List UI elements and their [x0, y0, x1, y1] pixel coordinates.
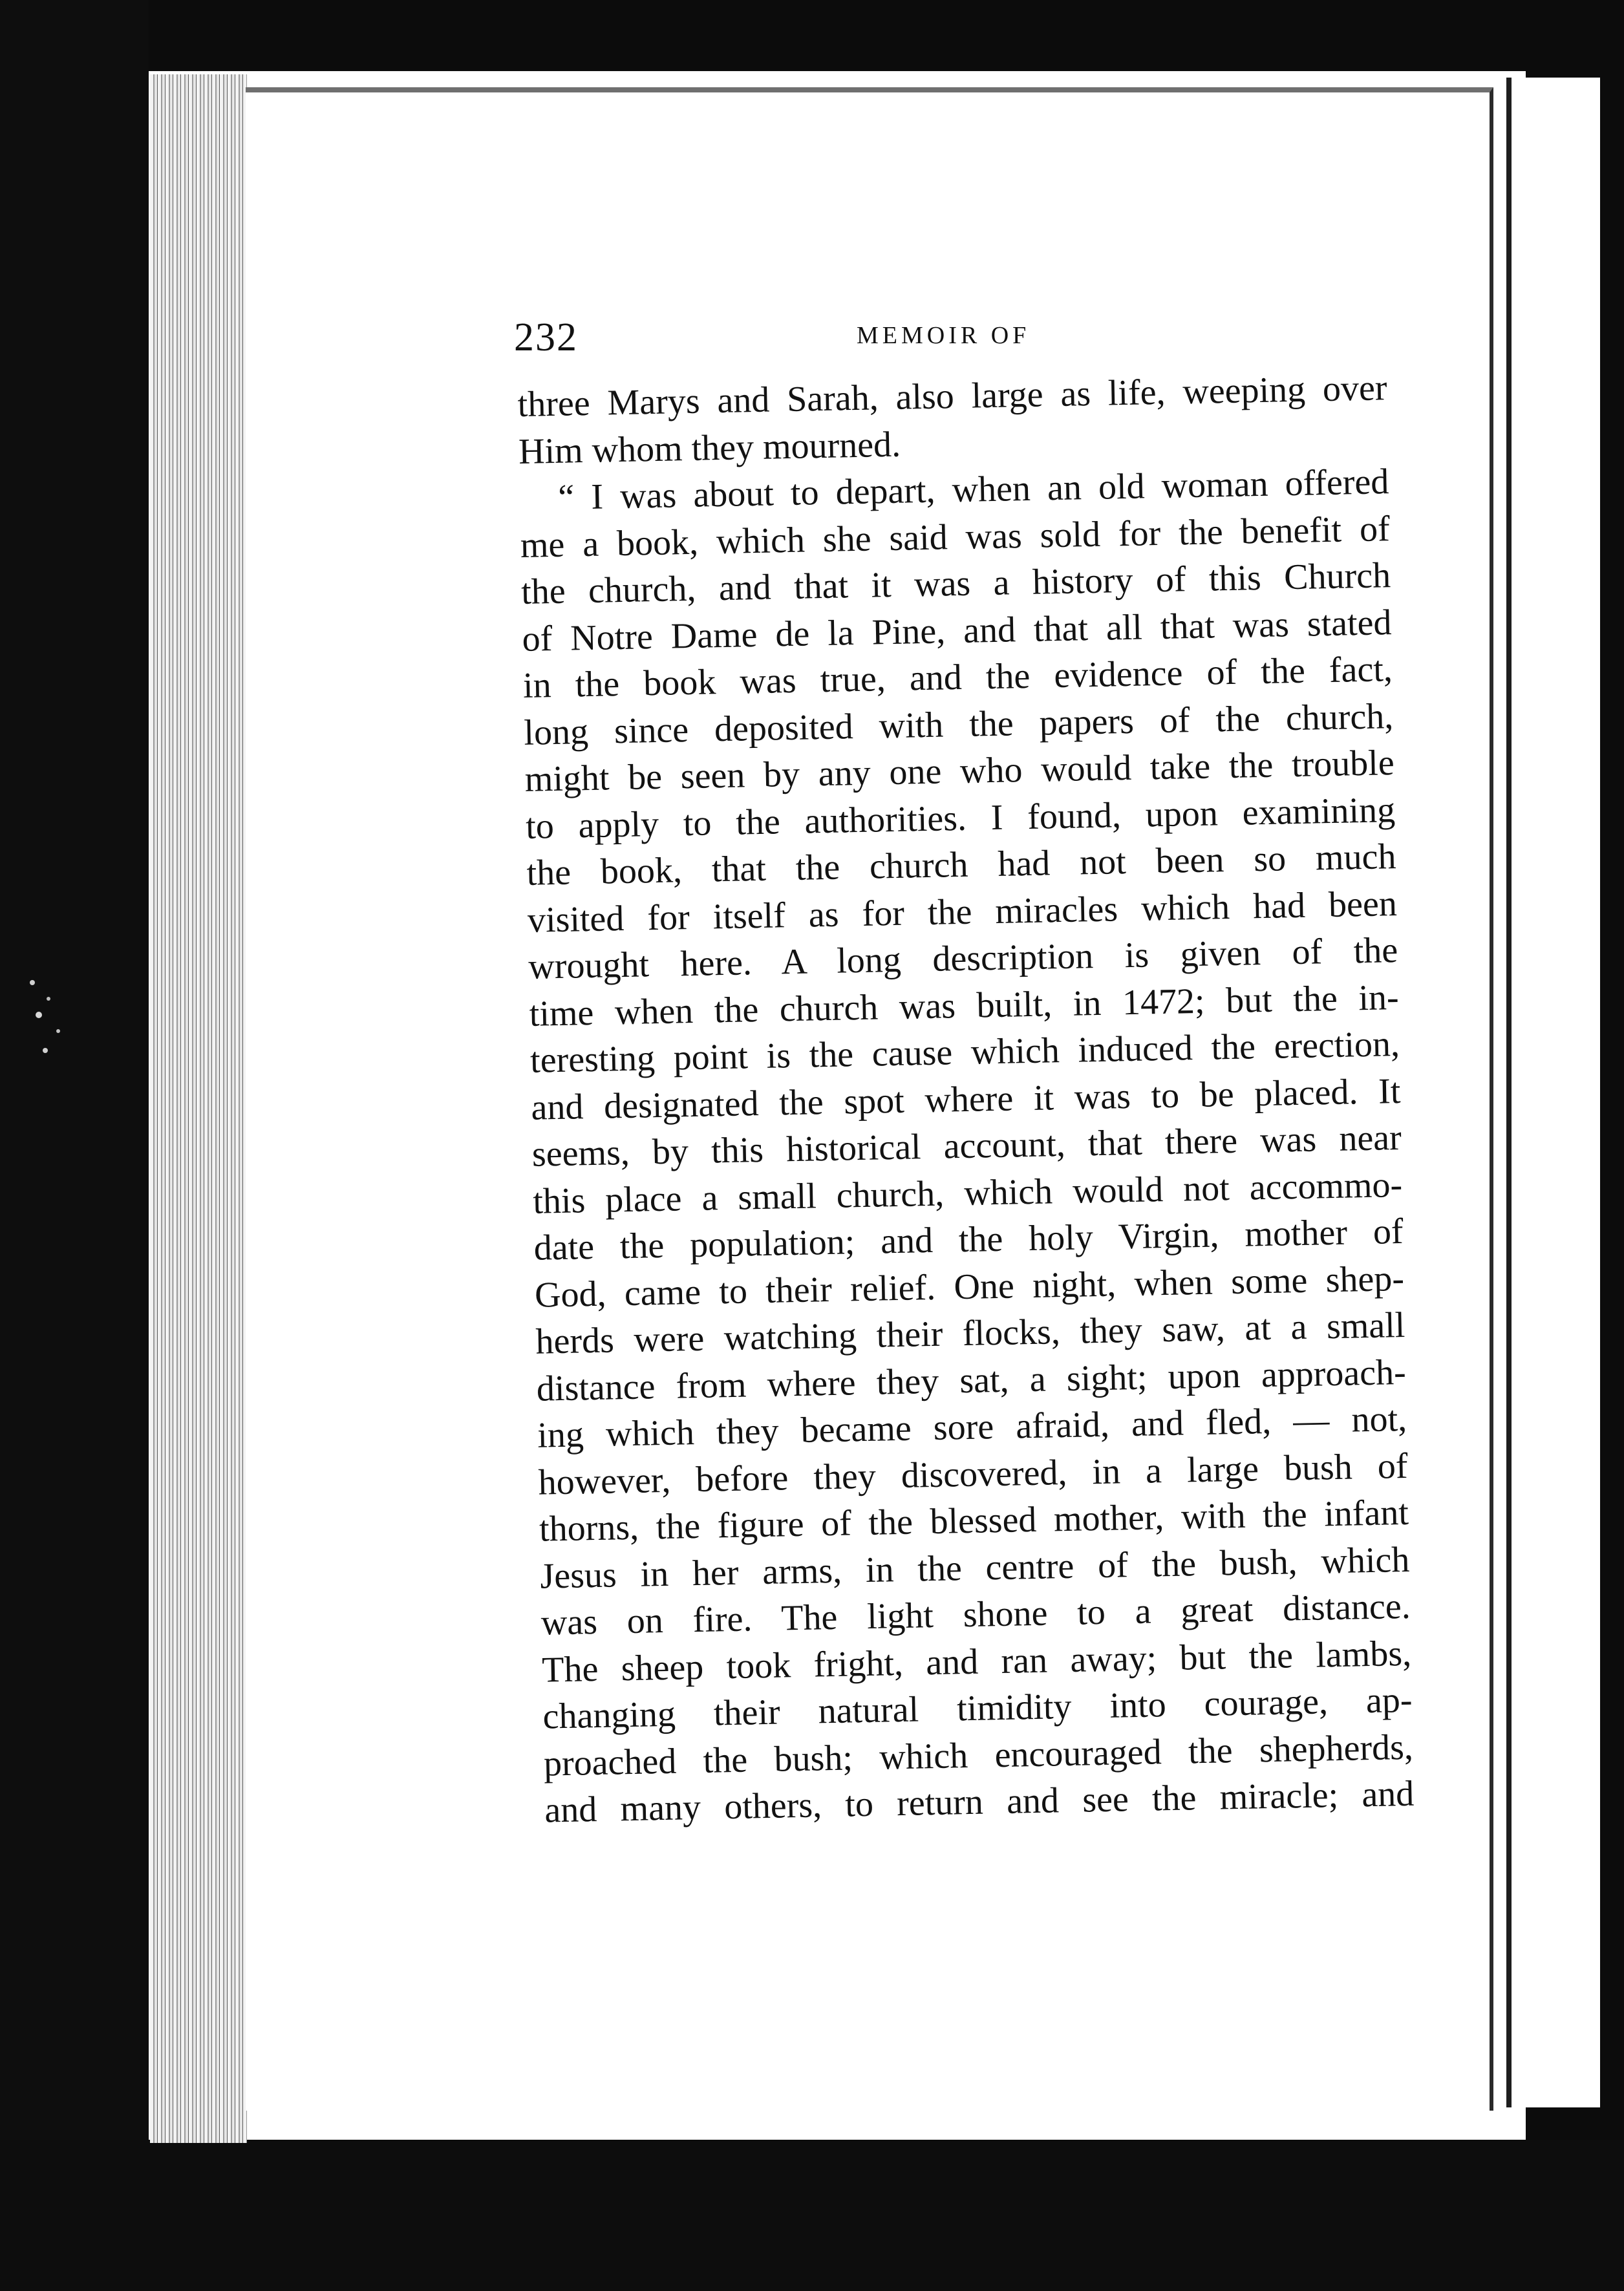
text-line: God, came to their relief. One night, when some shep-	[534, 1258, 1405, 1316]
text-line: thorns, the figure of the blessed mother, with the infant	[539, 1492, 1409, 1550]
text-line: in the book was true, and the evidence of the fact,	[522, 649, 1393, 706]
page-stack-edges	[150, 74, 247, 2143]
scan-dust-specks	[13, 970, 84, 1073]
text-line: teresting point is the cause which induced the erection,	[529, 1023, 1400, 1081]
text-line: might be seen by any one who would take the trouble	[524, 743, 1395, 800]
text-line: time when the church was built, in 1472; but the in-	[529, 977, 1400, 1034]
page-number: 232	[514, 315, 578, 359]
page-body-text	[517, 365, 1415, 1834]
scan-background-bottom	[0, 2140, 1624, 2291]
text-line: and many others, to return and see the miracle; and	[544, 1773, 1415, 1831]
text-line: the book, that the church had not been so much	[526, 836, 1396, 893]
text-line: and designated the spot where it was to be placed. It	[530, 1071, 1401, 1128]
text-line: proached the bush; which encouraged the shepherds,	[543, 1727, 1414, 1784]
scan-background-left	[0, 0, 149, 2291]
running-head: MEMOIR OF	[857, 322, 1031, 349]
text-line: however, before they discovered, in a large bush of	[538, 1445, 1409, 1503]
text-line: three Marys and Sarah, also large as life, weeping over	[517, 368, 1388, 425]
text-line: wrought here. A long description is given of the	[528, 930, 1398, 987]
text-line: long since deposited with the papers of the church,	[523, 696, 1394, 753]
text-line: herds were watching their flocks, they saw, at a small	[535, 1305, 1405, 1362]
text-line: visited for itself as for the miracles which had been	[527, 883, 1398, 941]
text-line: distance from where they sat, a sight; upon approach-	[536, 1352, 1407, 1409]
text-line: Him whom they mourned.	[518, 424, 901, 472]
text-line: date the population; and the holy Virgin, mother of	[533, 1211, 1404, 1268]
text-line: this place a small church, which would not accommo-	[532, 1164, 1403, 1222]
text-line: was on fire. The light shone to a great distance.	[540, 1586, 1411, 1643]
text-line: of Notre Dame de la Pine, and that all that was stated	[522, 602, 1392, 659]
scan-background-top	[0, 0, 1624, 71]
text-line: me a book, which she said was sold for the benefit of	[520, 508, 1391, 566]
text-line: Jesus in her arms, in the centre of the bush, which	[539, 1539, 1410, 1597]
text-line: changing their natural timidity into courage, ap-	[542, 1679, 1413, 1737]
text-line: to apply to the authorities. I found, upon examining	[525, 789, 1396, 847]
adjacent-page-edge	[1506, 78, 1600, 2107]
text-line: The sheep took fright, and ran away; but the lambs,	[541, 1633, 1412, 1690]
text-line: the church, and that it was a history of this Church	[520, 555, 1391, 612]
text-line: seems, by this historical account, that there was near	[531, 1117, 1402, 1175]
text-line: “ I was about to depart, when an old woman offered	[557, 462, 1389, 518]
text-line: ing which they became sore afraid, and fled, — not,	[537, 1398, 1407, 1456]
